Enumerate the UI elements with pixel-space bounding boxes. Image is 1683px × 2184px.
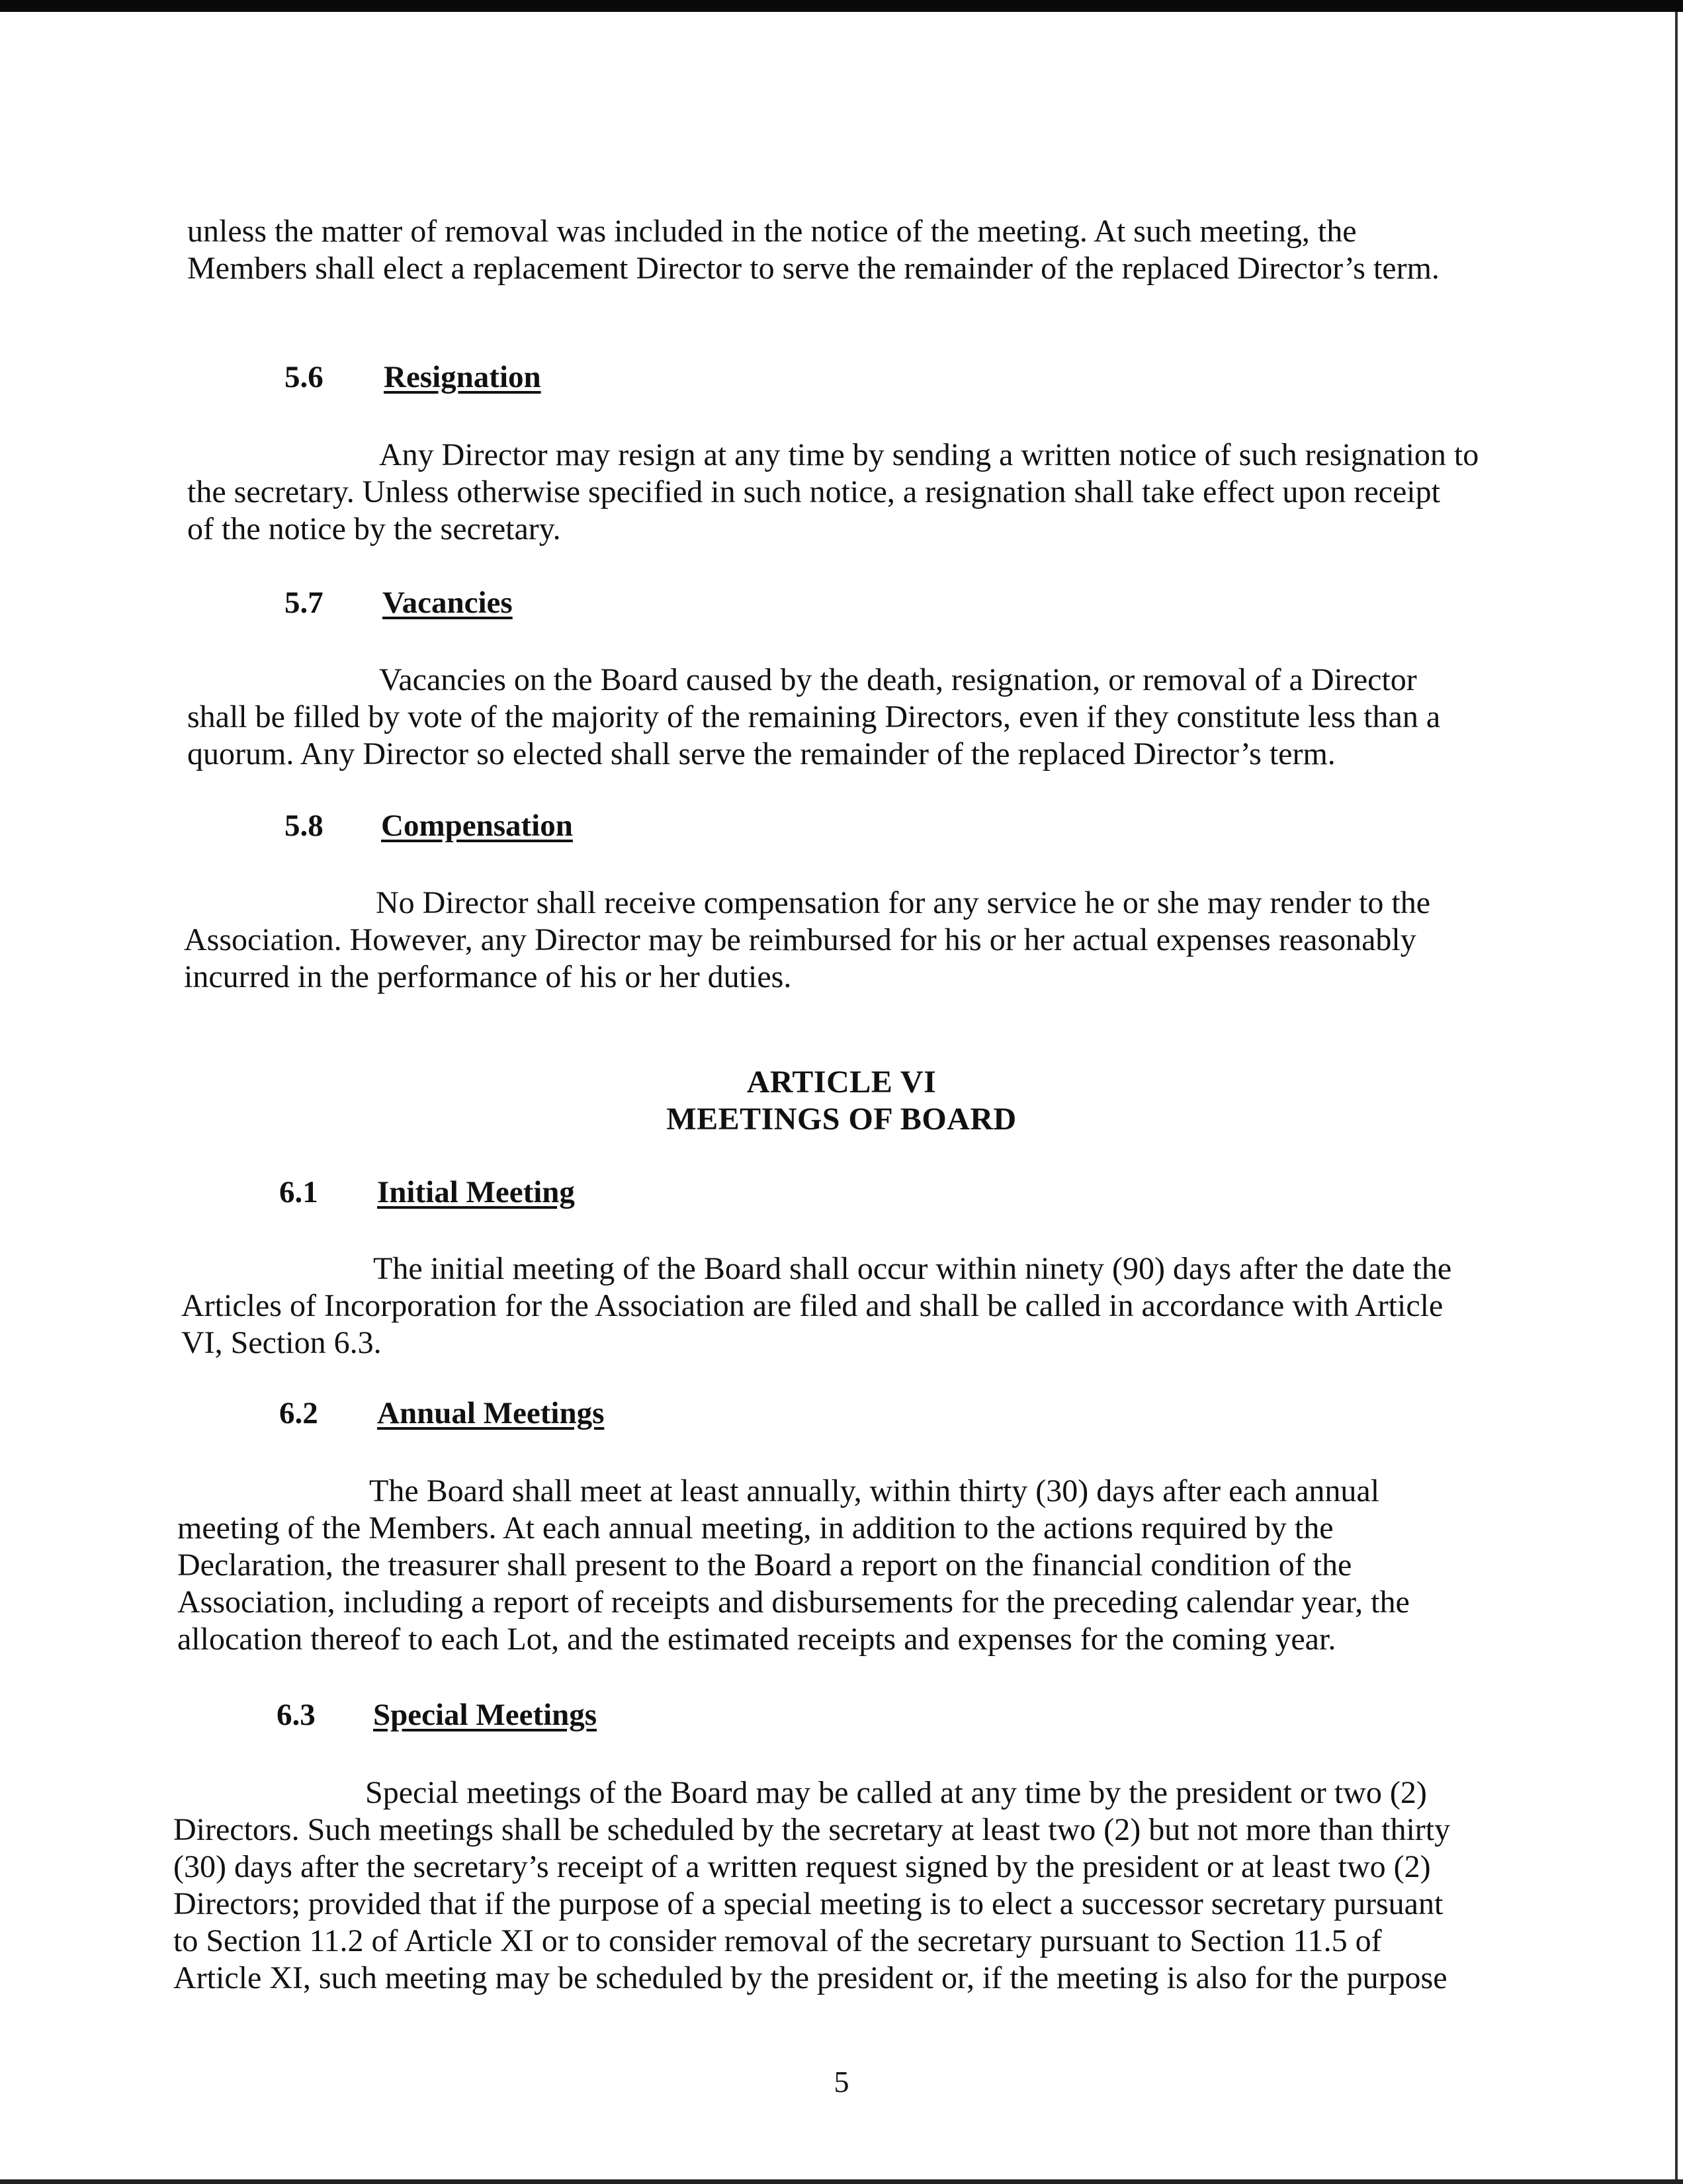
section-title: Annual Meetings (377, 1396, 605, 1430)
article-heading (0, 1064, 1683, 1138)
section-title: Initial Meeting (377, 1175, 575, 1209)
section-number: 6.3 (277, 1698, 316, 1732)
text-line: (30) days after the secretary’s receipt of a written request signed by the president or at least two (2) (173, 1849, 1431, 1884)
paragraph-annual-meetings (177, 1473, 1487, 1658)
paragraph-special-meetings (173, 1774, 1503, 1997)
text-line: to Section 11.2 of Article XI or to consider removal of the secretary pursuant to Section 11.5 of (173, 1923, 1382, 1958)
section-number: 5.8 (284, 808, 324, 843)
text-line: shall be filled by vote of the majority of the remaining Directors, even if they constitute less than a (187, 699, 1441, 734)
page-number: 5 (834, 2065, 849, 2099)
text-line: The Board shall meet at least annually, within thirty (30) days after each annual (369, 1473, 1380, 1508)
text-line: Special meetings of the Board may be called at any time by the president or two (2) (365, 1775, 1427, 1810)
section-title: Special Meetings (373, 1698, 597, 1732)
section-number: 6.1 (279, 1175, 318, 1209)
text-line: Articles of Incorporation for the Association are filed and shall be called in accordance with Article (181, 1288, 1444, 1323)
text-line: the secretary. Unless otherwise specified in such notice, a resignation shall take effect upon receipt (187, 474, 1440, 509)
section-number: 6.2 (279, 1396, 318, 1430)
text-line: Declaration, the treasurer shall present to the Board a report on the financial condition of the (177, 1548, 1352, 1583)
section-title: Resignation (384, 360, 541, 394)
paragraph-compensation (184, 885, 1481, 996)
text-line: quorum. Any Director so elected shall serve the remainder of the replaced Director’s term. (187, 736, 1336, 771)
section-title: Vacancies (382, 586, 513, 620)
section-title: Compensation (381, 808, 573, 843)
text-line: Any Director may resign at any time by sending a written notice of such resignation to (379, 437, 1479, 472)
text-line: Vacancies on the Board caused by the death, resignation, or removal of a Director (379, 662, 1417, 697)
text-line: Association, including a report of receipts and disbursements for the preceding calendar year, the (177, 1585, 1410, 1620)
text-line: incurred in the performance of his or her duties. (184, 959, 792, 994)
text-line: Directors; provided that if the purpose of a special meeting is to elect a successor secretary pursuant (173, 1886, 1444, 1921)
paragraph-resignation (187, 437, 1520, 548)
text-line: VI, Section 6.3. (181, 1325, 382, 1360)
section-number: 5.6 (284, 360, 324, 394)
paragraph-initial-meeting (181, 1250, 1491, 1362)
text-line: meeting of the Members. At each annual meeting, in addition to the actions required by the (177, 1510, 1334, 1546)
text-line: unless the matter of removal was included in the notice of the meeting. At such meeting, the (187, 214, 1357, 249)
text-line: Association. However, any Director may be reimbursed for his or her actual expenses reasonably (184, 922, 1416, 957)
text-line: allocation thereof to each Lot, and the estimated receipts and expenses for the coming year. (177, 1622, 1336, 1657)
article-title: MEETINGS OF BOARD (666, 1102, 1017, 1137)
article-number: ARTICLE VI (746, 1065, 937, 1100)
text-line: Members shall elect a replacement Director to serve the remainder of the replaced Director’s term. (187, 251, 1440, 286)
paragraph-removal-continuation (187, 213, 1485, 287)
text-line: of the notice by the secretary. (187, 511, 561, 546)
paragraph-vacancies (187, 662, 1485, 773)
section-number: 5.7 (284, 586, 324, 620)
text-line: Directors. Such meetings shall be scheduled by the secretary at least two (2) but not more than thirty (173, 1812, 1451, 1847)
text-line: The initial meeting of the Board shall occur within ninety (90) days after the date the (373, 1251, 1452, 1286)
text-line: No Director shall receive compensation for any service he or she may render to the (376, 885, 1431, 920)
text-line: Article XI, such meeting may be scheduled by the president or, if the meeting is also for the purpose (173, 1960, 1447, 1995)
